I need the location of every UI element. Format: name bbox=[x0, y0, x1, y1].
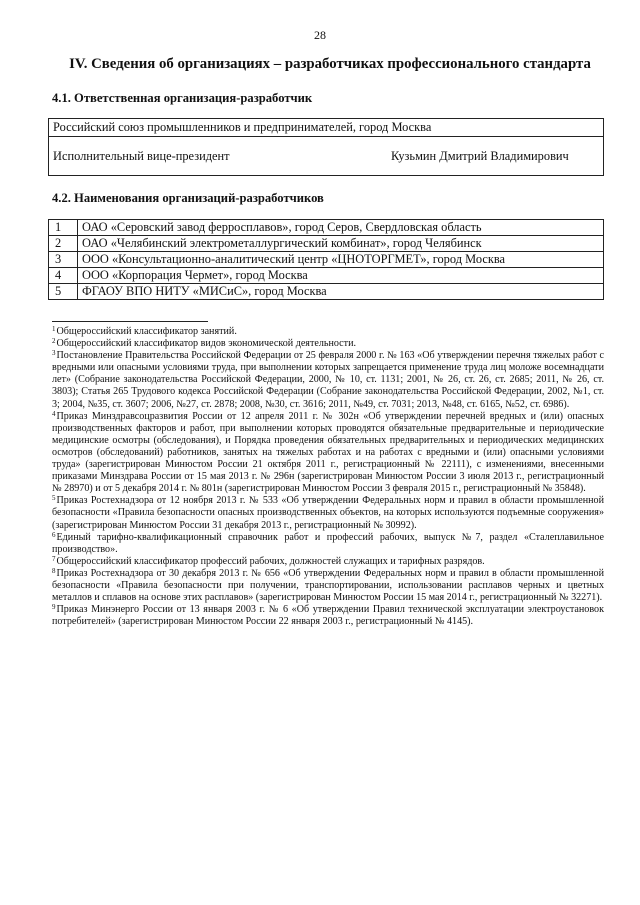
section-title: IV. Сведения об организациях – разработчиках профессионального стандарта bbox=[69, 56, 591, 72]
footnote-marker: 2 bbox=[52, 337, 56, 346]
footnote-text: Единый тарифно-квалификационный справочник работ и профессий рабочих, выпуск №7, раздел «Сталеплавильное производство». bbox=[52, 531, 604, 555]
responsible-person: Кузьмин Дмитрий Владимирович bbox=[391, 149, 569, 163]
row-org-name: ООО «Консультационно-аналитический центр «ЦНОТОРГМЕТ», город Москва bbox=[78, 252, 604, 268]
footnote-text: Приказ Минэнерго России от 13 января 2003 г. № 6 «Об утверждении Правил технической эксплуатации электроустановок потребителей» (зарегистрирован Минюстом России 22 января 2003 г., регистрационный № 4145). bbox=[52, 604, 604, 628]
footnote bbox=[52, 604, 604, 628]
row-org-name: ОАО «Серовский завод ферросплавов», город Серов, Свердловская область bbox=[78, 220, 604, 236]
footnote-marker: 4 bbox=[52, 409, 56, 418]
footnote-marker: 1 bbox=[52, 325, 56, 333]
footnote-marker: 5 bbox=[52, 494, 56, 503]
footnote-text: Общероссийский классификатор видов экономической деятельности. bbox=[56, 338, 356, 350]
footnote bbox=[52, 532, 604, 556]
footnote-marker: 8 bbox=[52, 566, 56, 575]
footnote-text: Приказ Ростехнадзора от 12 ноября 2013 г. № 533 «Об утверждении Федеральных норм и правил в области промышленной безопасности «Правила безопасности опасных производственных объектов, на которых используются подъемные сооружения» (зарегистрирован Минюстом России 31 декабря 2013 г., регистрационный № 30992). bbox=[52, 495, 604, 531]
developers-heading: 4.2. Наименования организаций-разработчиков bbox=[52, 191, 324, 205]
footnote-marker: 3 bbox=[52, 349, 56, 358]
table-row bbox=[49, 220, 604, 236]
box-divider bbox=[49, 136, 603, 137]
row-number: 1 bbox=[49, 220, 78, 236]
row-org-name: ФГАОУ ВПО НИТУ «МИСиС», город Москва bbox=[78, 284, 604, 300]
footnote bbox=[52, 556, 604, 568]
footnote-text: Приказ Минздравсоцразвития России от 12 апреля 2011 г. № 302н «Об утверждении перечней вредных и (или) опасных производственных факторов и работ, при выполнении которых проводятся обязательные предварительные и периодические медицинские осмотры (обследования), и Порядка проведения обязательных предварительных и периодических медицинских осмотров (обследований) работников, занятых на тяжелых работах и на работах с вредными и (или) опасными условиями труда» (зарегистрирован Минюстом России 21 октября 2011 г., регистрационный № 22111), с изменениями, внесенными приказами Минздрава России от 15 мая 2013 г. № 296н (зарегистрирован Минюстом России 3 июля 2013 г., регистрационный № 28970) и от 5 декабря 2014 г. № 801н (зарегистрирован Минюстом России 3 февраля 2015 г., регистрационный № 35848). bbox=[52, 410, 604, 495]
row-number: 4 bbox=[49, 268, 78, 284]
responsible-org-heading: 4.1. Ответственная организация-разработчик bbox=[52, 91, 313, 105]
footnote bbox=[52, 350, 604, 410]
row-number: 3 bbox=[49, 252, 78, 268]
footnote bbox=[52, 338, 604, 350]
footnote-text: Приказ Ростехнадзора от 30 декабря 2013 г. № 656 «Об утверждении Федеральных норм и правил в области промышленной безопасности «Правила безопасности при получении, транспортировании, использовании расплавов черных и цветных металлов и сплавов на основе этих расплавов» (зарегистрирован Минюстом России 15 мая 2014 г., регистрационный № 32271). bbox=[52, 567, 604, 604]
footnote-text: Постановление Правительства Российской Федерации от 25 февраля 2000 г. № 163 «Об утверждении перечня тяжелых работ с вредными или опасными условиями труда, при выполнении которых запрещается применение труда лиц моложе восемнадцати лет» (Собрание законодательства Российской Федерации, 2000, № 10, ст. 1131; 2001, № 26, ст. 26, ст. 2685; 2011, № 26, ст. 3803); Статья 265 Трудового кодекса Российской Федерации (Собрание законодательства Российской Федерации, 2002, №1, ст. 3; 2004, №35, ст. 3607; 2006, №27, ст. 2878; 2008, №30, ст. 3616; 2011, №49, ст. 7031; 2013, №48, ст. 6165, №52, ст. 6986). bbox=[52, 350, 604, 410]
responsible-org-box bbox=[48, 118, 604, 176]
row-org-name: ОАО «Челябинский электрометаллургический комбинат», город Челябинск bbox=[78, 236, 604, 252]
developers-table bbox=[48, 219, 604, 300]
responsible-position: Исполнительный вице-президент bbox=[53, 149, 230, 163]
row-number: 5 bbox=[49, 284, 78, 300]
table-row bbox=[49, 268, 604, 284]
footnote bbox=[52, 326, 604, 338]
table-row bbox=[49, 252, 604, 268]
footnote-text: Общероссийский классификатор профессий рабочих, должностей служащих и тарифных разрядов. bbox=[56, 555, 485, 567]
footnote-marker: 6 bbox=[52, 530, 56, 539]
row-number: 2 bbox=[49, 236, 78, 252]
responsible-org-name: Российский союз промышленников и предпринимателей, город Москва bbox=[53, 120, 432, 134]
footnote-marker: 7 bbox=[52, 554, 56, 563]
footnote bbox=[52, 411, 604, 496]
table-row bbox=[49, 284, 604, 300]
table-row bbox=[49, 236, 604, 252]
footnote-separator bbox=[52, 321, 208, 322]
footnote-text: Общероссийский классификатор занятий. bbox=[56, 326, 237, 337]
footnote bbox=[52, 568, 604, 604]
page-number: 28 bbox=[314, 28, 326, 42]
footnotes bbox=[52, 326, 604, 628]
footnote-marker: 9 bbox=[52, 603, 56, 612]
footnote bbox=[52, 495, 604, 531]
row-org-name: ООО «Корпорация Чермет», город Москва bbox=[78, 268, 604, 284]
